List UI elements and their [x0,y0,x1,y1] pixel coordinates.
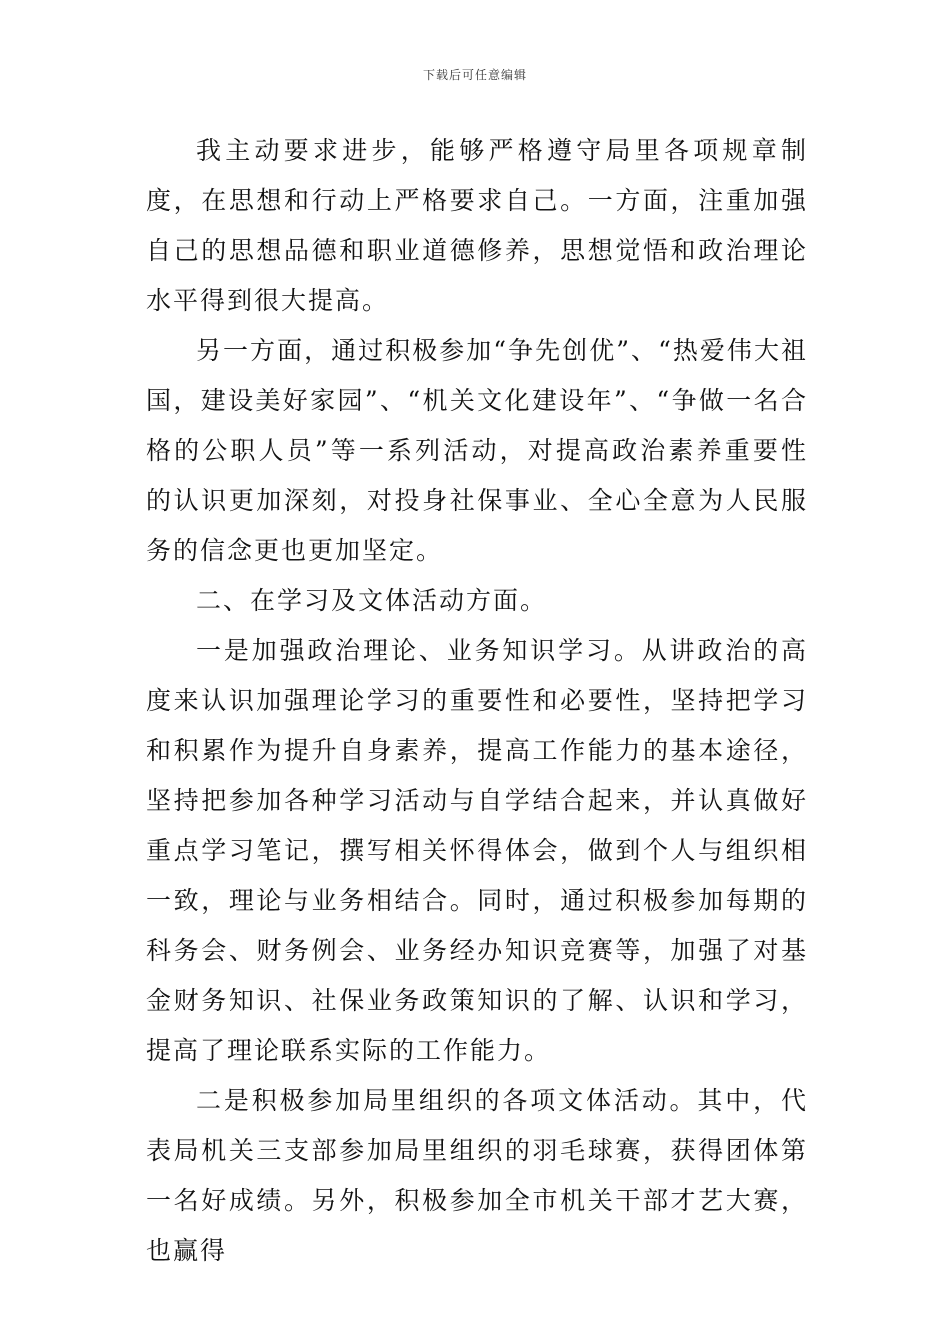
document-body [146,126,808,1276]
paragraph-2: 另一方面，通过积极参加“争先创优”、“热爱伟大祖国，建设美好家园”、“机关文化建设年”、“争做一名合格的公职人员”等一系列活动，对提高政治素养重要性的认识更加深刻，对投身社保事业、全心全意为人民服务的信念更也更加坚定。 [146,336,808,565]
paragraph-3: 一是加强政治理论、业务知识学习。从讲政治的高度来认识加强理论学习的重要性和必要性，坚持把学习和积累作为提升自身素养，提高工作能力的基本途径，坚持把参加各种学习活动与自学结合起来，并认真做好重点学习笔记，撰写相关怀得体会，做到个人与组织相一致，理论与业务相结合。同时，通过积极参加每期的科务会、财务例会、业务经办知识竞赛等，加强了对基金财务知识、社保业务政策知识的了解、认识和学习，提高了理论联系实际的工作能力。 [146,636,808,1065]
paragraph-4: 二是积极参加局里组织的各项文体活动。其中，代表局机关三支部参加局里组织的羽毛球赛，获得团体第一名好成绩。另外，积极参加全市机关干部才艺大赛，也赢得 [146,1086,808,1265]
paragraph-1: 我主动要求进步，能够严格遵守局里各项规章制度，在思想和行动上严格要求自己。一方面，注重加强自己的思想品德和职业道德修养，思想觉悟和政治理论水平得到很大提高。 [146,136,808,315]
section-heading: 二、在学习及文体活动方面。 [196,586,548,615]
header-note: 下载后可任意编辑 [422,68,527,82]
